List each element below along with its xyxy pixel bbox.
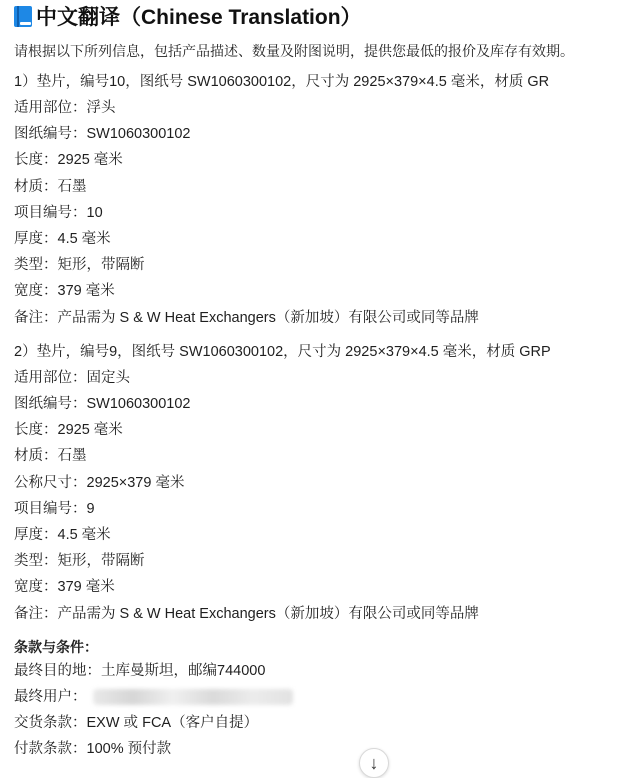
- field-value: 矩形，带隔断: [57, 553, 145, 570]
- field-label: 宽度：: [14, 283, 58, 300]
- field-value: 2925×379 毫米: [86, 474, 185, 491]
- item-1-field-drawing-number: [14, 121, 614, 147]
- field-label: 图纸编号：: [14, 396, 87, 413]
- item-2-field-nominal-size: [14, 470, 614, 496]
- item-1-field-thickness: [14, 226, 614, 252]
- field-value: EXW 或 FCA（客户自提）: [86, 715, 259, 732]
- item-1-field-item-number: [14, 200, 614, 226]
- field-label: 厚度：: [14, 527, 58, 544]
- terms-payment: [14, 736, 614, 762]
- item-1-field-applicable-part: [14, 95, 614, 121]
- field-value: 379 毫米: [57, 283, 115, 300]
- field-label: 项目编号：: [14, 204, 87, 221]
- field-label: 材质：: [14, 448, 58, 465]
- item-1-field-material: [14, 174, 614, 200]
- item-1-title: 1）垫片，编号10，图纸号 SW1060300102，尺寸为 2925×379×4.5 毫米，材质 GR: [14, 74, 550, 90]
- field-value: 石墨: [57, 178, 87, 195]
- item-2-title: 2）垫片，编号9，图纸号 SW1060300102，尺寸为 2925×379×4.5 毫米，材质 GRP: [14, 343, 551, 360]
- item-2-field-material: [14, 443, 614, 469]
- item-2-field-length: [14, 417, 614, 443]
- redacted-value: [93, 689, 293, 705]
- item-2-field-applicable-part: [14, 365, 614, 391]
- field-value: 10: [86, 204, 103, 221]
- field-value: 2925 毫米: [57, 152, 123, 169]
- field-label: 交货条款：: [14, 715, 87, 732]
- section-heading: [14, 0, 614, 32]
- field-value: 产品需为 S & W Heat Exchangers（新加坡）有限公司或同等品牌: [57, 309, 479, 326]
- field-value: 4.5 毫米: [57, 527, 111, 544]
- field-label: 项目编号：: [14, 500, 87, 517]
- book-icon: [14, 6, 32, 27]
- field-value: 固定头: [86, 369, 130, 386]
- field-value: 矩形，带隔断: [57, 257, 145, 274]
- field-value: 土库曼斯坦，邮编744000: [101, 662, 266, 679]
- item-1-field-width: [14, 278, 614, 304]
- field-label: 长度：: [14, 152, 58, 169]
- field-value: 浮头: [86, 100, 116, 116]
- field-label: 适用部位：: [14, 100, 87, 116]
- scroll-to-bottom-button[interactable]: [359, 748, 389, 778]
- item-2-field-thickness: [14, 522, 614, 548]
- field-value: 4.5 毫米: [57, 231, 111, 248]
- field-label: 适用部位：: [14, 369, 87, 386]
- field-value: 379 毫米: [57, 579, 115, 596]
- item-2-field-drawing-number: [14, 391, 614, 417]
- field-label: 宽度：: [14, 579, 58, 596]
- field-value: 9: [86, 500, 95, 517]
- field-label: 类型：: [14, 553, 58, 570]
- field-label: 付款条款：: [14, 741, 87, 758]
- field-value: 2925 毫米: [57, 422, 123, 439]
- item-1-field-length: [14, 147, 614, 173]
- item-1: [14, 69, 614, 331]
- item-1-field-type: [14, 252, 614, 278]
- field-value: SW1060300102: [86, 126, 191, 143]
- terms-section: [14, 636, 614, 763]
- item-2-field-type: [14, 548, 614, 574]
- heading-title: 中文翻译（Chinese Translation）: [36, 6, 362, 29]
- item-2-field-item-number: [14, 496, 614, 522]
- field-value: 100% 预付款: [86, 741, 172, 758]
- field-label: 图纸编号：: [14, 126, 87, 143]
- translation-content: [14, 0, 614, 763]
- field-value: 石墨: [57, 448, 87, 465]
- field-label: 长度：: [14, 422, 58, 439]
- field-label: 厚度：: [14, 231, 58, 248]
- arrow-down-icon: ↓: [369, 752, 379, 773]
- item-2-field-width: [14, 574, 614, 600]
- terms-title: 条款与条件：: [14, 638, 98, 655]
- field-label: 类型：: [14, 257, 58, 274]
- terms-end-user: [14, 684, 614, 710]
- field-label: 备注：: [14, 309, 58, 326]
- field-label: 公称尺寸：: [14, 474, 87, 491]
- field-value: SW1060300102: [86, 396, 191, 413]
- field-label: 最终用户：: [14, 689, 87, 706]
- field-label: 备注：: [14, 605, 58, 622]
- field-label: 最终目的地：: [14, 662, 101, 679]
- terms-delivery: [14, 710, 614, 736]
- item-2-field-remarks: [14, 601, 614, 627]
- terms-destination: [14, 658, 614, 684]
- field-value: 产品需为 S & W Heat Exchangers（新加坡）有限公司或同等品牌: [57, 605, 479, 622]
- intro-text: 请根据以下所列信息，包括产品描述、数量及附图说明，提供您最低的报价及库存有效期。: [14, 43, 574, 59]
- item-2: [14, 339, 614, 627]
- item-1-field-remarks: [14, 305, 614, 331]
- field-label: 材质：: [14, 178, 58, 195]
